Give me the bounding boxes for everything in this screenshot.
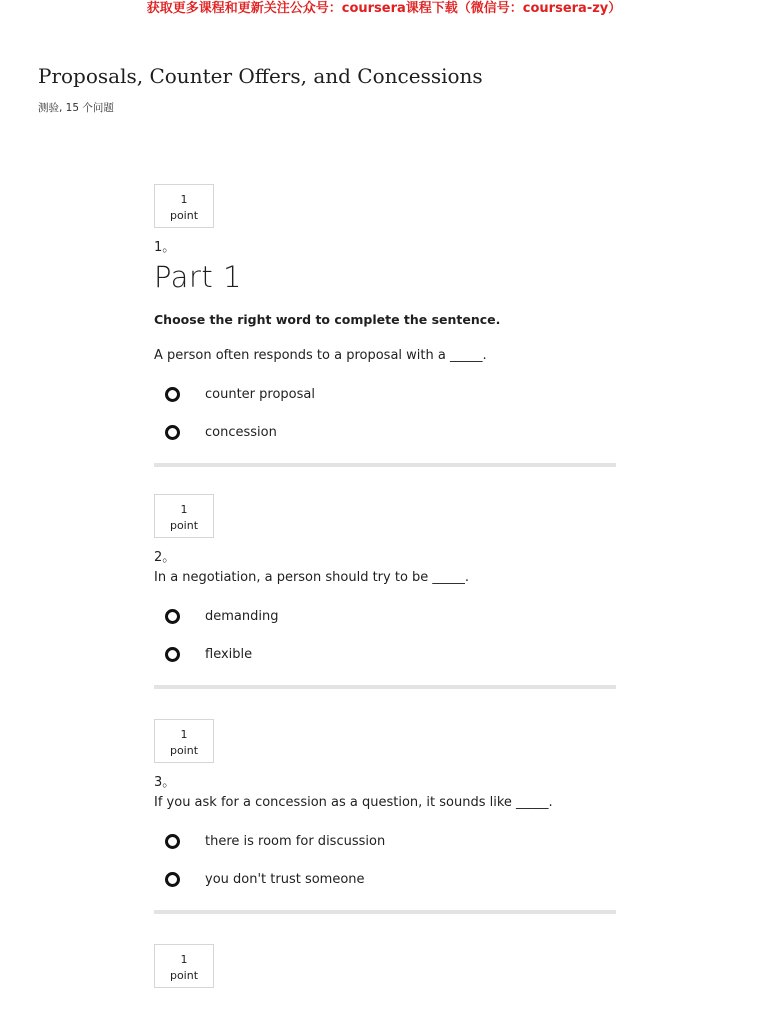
- question-number: 2。: [154, 550, 176, 565]
- radio-button[interactable]: [165, 872, 180, 887]
- watermark-banner: 获取更多课程和更新关注公众号：coursera课程下载（微信号：coursera-zy）: [146, 1, 622, 16]
- question-divider: [154, 463, 616, 467]
- option-label: there is room for discussion: [205, 833, 386, 849]
- option-label: demanding: [205, 608, 279, 624]
- points-value: 1: [180, 953, 188, 966]
- option-label: counter proposal: [205, 386, 315, 402]
- radio-button[interactable]: [165, 609, 180, 624]
- question-4: [154, 944, 616, 988]
- points-unit: point: [169, 209, 199, 222]
- question-prompt: If you ask for a concession as a question, it sounds like _____.: [154, 795, 553, 810]
- points-badge: [154, 719, 214, 763]
- question-divider: [154, 910, 616, 914]
- points-badge: [154, 494, 214, 538]
- radio-button[interactable]: [165, 425, 180, 440]
- quiz-subtitle: 测验, 15 个问题: [38, 102, 114, 114]
- question-3: [154, 719, 616, 914]
- answer-option[interactable]: [154, 597, 616, 635]
- question-instruction: Choose the right word to complete the sentence.: [154, 312, 501, 327]
- part-heading: Part 1: [154, 260, 242, 294]
- option-label: flexible: [205, 646, 253, 662]
- points-value: 1: [180, 728, 188, 741]
- answer-options: [154, 375, 616, 451]
- quiz-title: Proposals, Counter Offers, and Concessions: [38, 64, 483, 88]
- radio-button[interactable]: [165, 834, 180, 849]
- answer-option[interactable]: [154, 822, 616, 860]
- question-2: [154, 494, 616, 689]
- points-unit: point: [169, 744, 199, 757]
- option-label: concession: [205, 424, 277, 440]
- points-unit: point: [169, 519, 199, 532]
- question-number: 3。: [154, 775, 176, 790]
- points-badge: [154, 184, 214, 228]
- question-1: [154, 184, 616, 467]
- option-label: you don't trust someone: [205, 871, 365, 887]
- radio-button[interactable]: [165, 387, 180, 402]
- points-badge: [154, 944, 214, 988]
- question-prompt: In a negotiation, a person should try to be _____.: [154, 570, 470, 585]
- question-divider: [154, 685, 616, 689]
- answer-option[interactable]: [154, 860, 616, 898]
- answer-option[interactable]: [154, 413, 616, 451]
- answer-options: [154, 597, 616, 673]
- answer-option[interactable]: [154, 635, 616, 673]
- answer-options: [154, 822, 616, 898]
- points-unit: point: [169, 969, 199, 982]
- radio-button[interactable]: [165, 647, 180, 662]
- question-number: 1。: [154, 240, 176, 255]
- points-value: 1: [180, 503, 188, 516]
- answer-option[interactable]: [154, 375, 616, 413]
- question-prompt: A person often responds to a proposal with a _____.: [154, 348, 487, 363]
- points-value: 1: [180, 193, 188, 206]
